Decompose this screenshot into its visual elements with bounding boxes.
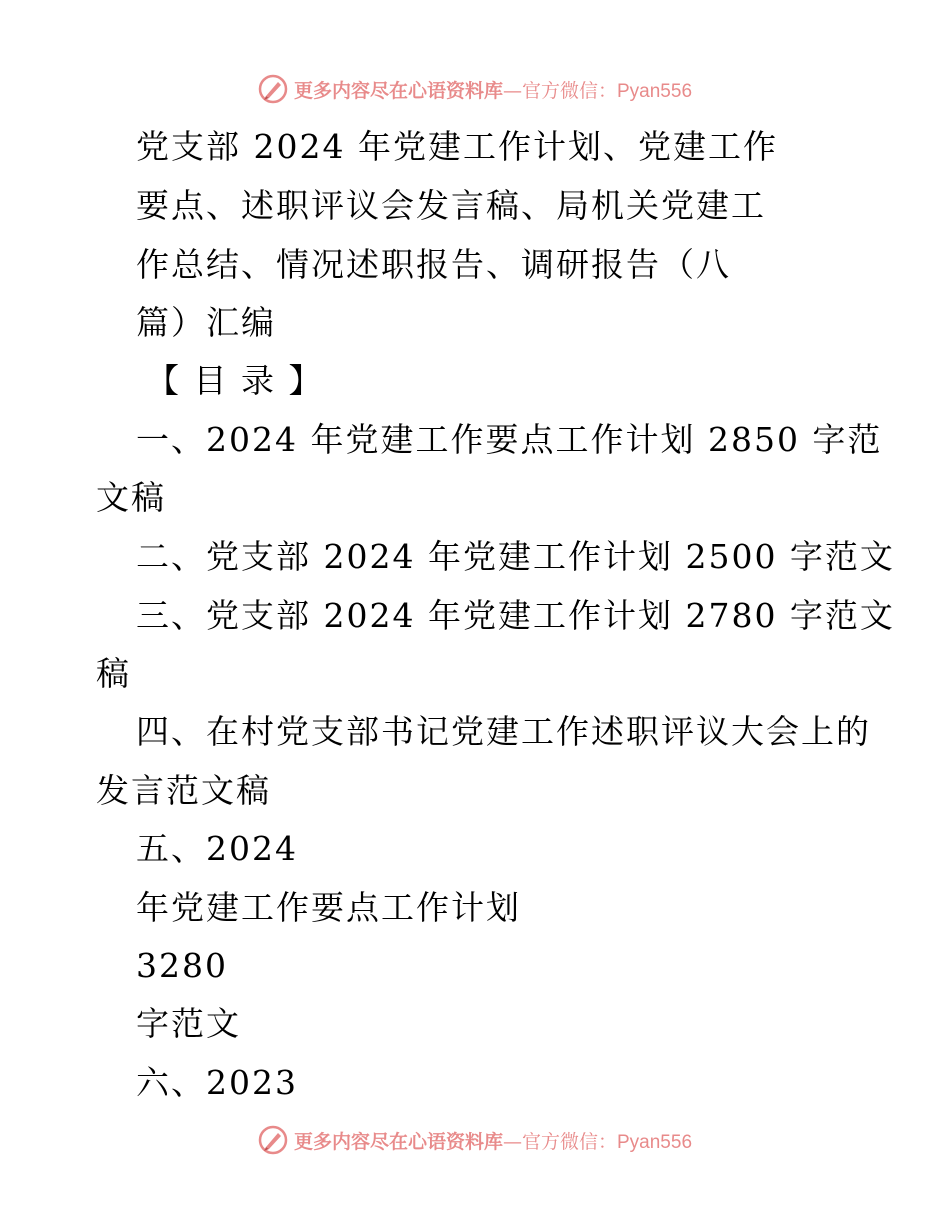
toc-line-7: 发言范文稿 bbox=[96, 771, 271, 810]
watermark-official-text: 官方微信： bbox=[521, 1130, 617, 1153]
toc-line-2: 文稿 bbox=[96, 478, 166, 517]
watermark-text bbox=[294, 76, 692, 103]
pen-logo-icon bbox=[258, 74, 288, 104]
watermark-library-text: 更多内容尽在心语资料库 bbox=[293, 79, 503, 102]
watermark-library-text: 更多内容尽在心语资料库 bbox=[293, 1130, 503, 1153]
watermark-text bbox=[294, 1127, 692, 1154]
toc-line-6: 四、在村党支部书记党建工作述职评议大会上的 bbox=[136, 712, 871, 751]
footer-watermark bbox=[0, 1122, 950, 1158]
pen-logo-icon bbox=[258, 1125, 288, 1155]
toc-line-9: 年党建工作要点工作计划 bbox=[136, 888, 521, 927]
watermark-dash: — bbox=[502, 1130, 522, 1153]
title-line-2: 要点、述职评议会发言稿、局机关党建工 bbox=[136, 186, 766, 225]
toc-line-10: 3280 bbox=[136, 946, 228, 985]
title-line-4: 篇）汇编 bbox=[136, 303, 276, 342]
watermark-wechat-id: Pyan556 bbox=[617, 80, 693, 102]
title-line-3: 作总结、情况述职报告、调研报告（八 bbox=[136, 245, 731, 284]
header-watermark bbox=[0, 71, 950, 107]
toc-line-5: 稿 bbox=[96, 654, 131, 693]
toc-line-11: 字范文 bbox=[136, 1004, 241, 1043]
watermark-official-text: 官方微信： bbox=[521, 79, 617, 102]
toc-heading: 【 目 录 】 bbox=[146, 361, 324, 400]
toc-line-1: 一、2024 年党建工作要点工作计划 2850 字范 bbox=[136, 420, 883, 459]
watermark-dash: — bbox=[502, 79, 522, 102]
watermark-wechat-id: Pyan556 bbox=[617, 1131, 693, 1153]
toc-line-8: 五、2024 bbox=[136, 829, 298, 868]
toc-line-3: 二、党支部 2024 年党建工作计划 2500 字范文 bbox=[136, 537, 895, 576]
title-line-1: 党支部 2024 年党建工作计划、党建工作 bbox=[136, 127, 778, 166]
toc-line-12: 六、2023 bbox=[136, 1063, 298, 1102]
toc-line-4: 三、党支部 2024 年党建工作计划 2780 字范文 bbox=[136, 596, 895, 635]
